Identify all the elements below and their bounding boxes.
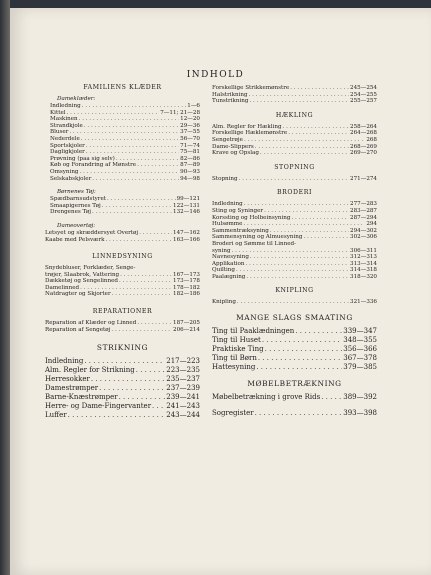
toc-list-strikning: [45, 357, 200, 420]
toc-entry-label: Kittel: [50, 109, 66, 116]
dot-leader: [119, 393, 166, 402]
section-title-strikning: STRIKNING: [96, 343, 149, 353]
toc-entry: [212, 248, 377, 255]
toc-entry-pages: 239—241: [166, 393, 200, 402]
dot-leader: [69, 129, 179, 136]
toc-entry-pages: 37—55: [180, 129, 200, 136]
toc-entry: [212, 137, 377, 144]
toc-entry: [212, 98, 377, 105]
dot-leader: [137, 162, 179, 169]
toc-entry: [45, 327, 200, 334]
toc-entry: [45, 291, 200, 298]
toc-entry-pages: 29—36: [180, 122, 200, 129]
toc-entry-label: trøjer, Slaabrok, Vattering: [45, 271, 120, 278]
section-title-mobelbetraekning: MØBELBETRÆKNING: [247, 379, 342, 389]
dot-leader: [91, 375, 165, 384]
toc-entry-pages: 306—311: [350, 247, 377, 254]
toc-list-haekling: [212, 124, 377, 157]
toc-entry-label: Krave og Opslag: [212, 150, 259, 157]
toc-entry-label: Maskinen: [50, 116, 78, 123]
dot-leader: [265, 345, 343, 354]
dot-leader: [283, 124, 350, 131]
toc-entry: [212, 144, 377, 151]
toc-entry: [45, 116, 200, 123]
section-title-haekling: HÆKLING: [275, 111, 314, 119]
toc-entry: [45, 136, 200, 143]
dot-leader: [92, 209, 172, 216]
toc-entry-label: Reparation af Sengetøj: [45, 326, 111, 333]
toc-entry-pages: 348—355: [343, 336, 377, 345]
toc-entry: [212, 234, 377, 241]
toc-entry-pages: 339—347: [343, 327, 377, 336]
toc-entry-pages: 75—81: [180, 149, 200, 156]
toc-entry-pages: 321—336: [350, 299, 377, 306]
toc-entry-label: Barne-Knæstrømper: [45, 393, 118, 402]
dot-leader: [102, 203, 172, 210]
dot-leader: [321, 393, 342, 402]
dot-leader: [250, 254, 349, 261]
dot-leader: [152, 402, 165, 411]
dot-leader: [80, 285, 172, 292]
toc-entry: [212, 409, 377, 418]
toc-entry-pages: 7—11; 21—28: [160, 109, 200, 116]
toc-entry-pages: 268: [366, 136, 377, 143]
toc-entry-pages: 258—264: [350, 123, 377, 130]
toc-entry-pages: 269—270: [350, 150, 377, 157]
toc-entry-pages: 56—70: [180, 135, 200, 142]
dot-leader: [258, 354, 342, 363]
toc-entry: [45, 110, 200, 117]
toc-entry: [212, 208, 377, 215]
toc-entry: [212, 354, 377, 363]
toc-entry-label: Tunstrikning: [212, 98, 249, 105]
dot-leader: [249, 92, 349, 99]
toc-entry-label: Knipling: [212, 299, 236, 306]
dot-leader: [139, 230, 172, 237]
dot-leader: [249, 98, 349, 105]
toc-list-linned: [45, 265, 200, 298]
toc-entry: [45, 384, 200, 393]
toc-entry-label: Navnesyning: [212, 254, 249, 261]
section-title-mange-slags: MANGE SLAGS SMAATING: [236, 313, 353, 323]
dot-leader: [264, 208, 349, 215]
toc-entry-label: Sammensyning og Almuesyning: [212, 234, 303, 241]
toc-entry-label: Sengetrøje: [212, 136, 243, 143]
subsection-title-born: Børnenes Tøj:: [57, 189, 96, 196]
toc-entry: [212, 221, 377, 228]
toc-entry-label: Luffer: [45, 411, 67, 420]
toc-entry: [45, 278, 200, 285]
toc-entry-label: Forskellige Strikkemønstre: [212, 85, 290, 91]
toc-entry-pages: 287—294: [350, 214, 377, 221]
toc-list-broderi: [212, 201, 377, 280]
dot-leader: [255, 409, 343, 418]
toc-entry-pages: 318—320: [350, 273, 377, 280]
dot-leader: [107, 196, 176, 203]
dot-leader: [255, 144, 349, 151]
toc-entry: [212, 299, 377, 306]
section-title-reparationer: REPARATIONER: [92, 308, 153, 316]
dot-leader: [81, 136, 179, 143]
toc-entry-label: Sogregister: [212, 409, 254, 418]
toc-entry-label: Sammentræksyning: [212, 227, 269, 234]
toc-entry-pages: 12—20: [180, 116, 200, 123]
toc-entry-pages: 379—385: [343, 363, 377, 372]
toc-list-stopning: [212, 176, 377, 183]
toc-entry-pages: 312—313: [350, 254, 377, 261]
toc-entry-label: Smaapigernes Tøj: [50, 202, 101, 209]
toc-entry: [45, 162, 200, 169]
toc-entry-pages: 1—6: [187, 103, 200, 109]
toc-entry: [212, 215, 377, 222]
dot-leader: [119, 278, 172, 285]
toc-entry-label: Selskabskjoler: [50, 175, 92, 182]
toc-entry-pages: 268—269: [350, 143, 377, 150]
dot-leader: [246, 274, 349, 281]
dot-leader: [112, 291, 172, 298]
toc-entry: [45, 156, 200, 163]
section-title-stopning: STOPNING: [274, 163, 315, 171]
toc-entry-pages: 254—255: [350, 91, 377, 98]
toc-entry: [45, 203, 200, 210]
dot-leader: [288, 130, 349, 137]
dot-leader: [79, 116, 180, 123]
toc-entry: [212, 267, 377, 274]
dot-leader: [256, 363, 342, 372]
toc-entry: [212, 345, 377, 354]
toc-entry-pages: 294—302: [350, 227, 377, 234]
dot-leader: [262, 336, 342, 345]
toc-entry-label: Praktiske Ting: [212, 345, 264, 354]
toc-entry: [45, 169, 200, 176]
toc-entry: [45, 143, 200, 150]
dot-leader: [116, 156, 179, 163]
toc-entry-pages: 187—205: [173, 320, 200, 327]
toc-entry-pages: 182—186: [173, 291, 200, 298]
toc-entry: [212, 393, 377, 402]
section-title-knipling: KNIPLING: [275, 287, 314, 295]
toc-list-knipling: [212, 299, 377, 306]
toc-entry-label: Alm. Regler for Hækling: [212, 123, 282, 130]
toc-entry-label: Dagligkjoler: [50, 149, 85, 156]
toc-entry-label: Alm. Regler for Strikning: [45, 366, 135, 375]
toc-entry-label: Sting og Syninger: [212, 207, 264, 214]
toc-entry: [45, 103, 200, 110]
toc-entry-label: Letsyet og skræddersyet Overtøj: [45, 229, 139, 236]
toc-entry-label: Dækketøj og Sengelinned: [45, 278, 118, 285]
dot-leader: [290, 85, 349, 92]
toc-entry-label: Drengenes Tøj: [50, 209, 91, 216]
dot-leader: [84, 123, 179, 130]
book-spine-shadow: [0, 0, 10, 575]
dot-leader: [232, 248, 349, 255]
dot-leader: [236, 267, 349, 274]
toc-entry-pages: 167—173: [173, 271, 200, 278]
toc-entry-label: Paalægning: [212, 273, 246, 280]
toc-entry-label: Herresokker: [45, 375, 90, 384]
toc-entry: [45, 402, 200, 411]
toc-entry-pages: 243—244: [166, 411, 200, 420]
dot-leader: [86, 149, 179, 156]
section-title-broderi: BRODERI: [276, 189, 313, 197]
toc-entry: [45, 393, 200, 402]
toc-entry-pages: 389—392: [343, 393, 377, 402]
dot-leader: [80, 169, 180, 176]
toc-entry-label: Indledning: [50, 103, 81, 109]
toc-entry: [45, 129, 200, 136]
toc-entry: [45, 265, 200, 272]
toc-entry-label: Køb og Forandring af Mønstre: [50, 162, 137, 169]
dot-leader: [260, 150, 349, 157]
toc-entry-pages: 356—366: [343, 345, 377, 354]
toc-list-reparationer: [45, 320, 200, 333]
toc-entry: [212, 130, 377, 137]
toc-entry: [45, 149, 200, 156]
subsection-title-dameovertoj: Dameovertøj:: [57, 222, 96, 229]
toc-entry-label: Stopning: [212, 175, 238, 182]
toc-entry-pages: 217—223: [166, 357, 200, 366]
toc-entry-label: Kaabe med Pelsværk: [45, 236, 105, 243]
section-title-familiens: FAMILIENS KLÆDER: [83, 84, 162, 91]
toc-entry: [212, 254, 377, 261]
dot-leader: [246, 261, 350, 268]
toc-entry-pages: 90—93: [180, 168, 200, 175]
toc-entry: [212, 336, 377, 345]
toc-entry-pages: 178—182: [173, 284, 200, 291]
toc-entry-pages: 235—237: [166, 375, 200, 384]
dot-leader: [68, 411, 166, 420]
toc-entry: [45, 285, 200, 292]
toc-entry: [212, 85, 377, 92]
toc-entry: [212, 150, 377, 157]
toc-entry-pages: 367—378: [343, 354, 377, 363]
dot-leader: [111, 327, 172, 334]
dot-leader: [67, 110, 160, 117]
toc-entry-pages: 294: [366, 221, 377, 228]
dot-leader: [303, 234, 349, 241]
toc-entry-label: Møbelbetrækning i grove Rids: [212, 393, 321, 402]
toc-entry: [45, 196, 200, 203]
toc-list-dameovertoj: [45, 230, 200, 243]
toc-entry: [212, 274, 377, 281]
toc-list-born: [45, 196, 200, 216]
toc-entry-label: Nederdele: [50, 135, 80, 142]
toc-entry: [45, 230, 200, 237]
toc-entry-pages: 99—121: [176, 196, 200, 203]
toc-entry: [212, 92, 377, 99]
toc-entry-label: Hulsømme: [212, 221, 243, 228]
toc-entry-pages: 71—74: [180, 142, 200, 149]
dot-leader: [237, 299, 349, 306]
dot-leader: [82, 103, 187, 110]
toc-entry-pages: 163—166: [173, 236, 200, 243]
toc-entry: [212, 124, 377, 131]
toc-entry-label: Damestrømper: [45, 384, 99, 393]
toc-entry: [212, 241, 377, 248]
toc-entry-label: Natdragter og Skjorter: [45, 291, 111, 298]
toc-entry-label: Indledning: [45, 357, 84, 366]
toc-entry-pages: 122—131: [173, 202, 200, 209]
toc-entry: [45, 237, 200, 244]
toc-list-strik-cont: [212, 85, 377, 105]
table-background: [0, 0, 431, 8]
toc-entry-label: Applikation: [212, 260, 245, 267]
toc-entry-pages: 241—243: [166, 402, 200, 411]
section-title-linned: LINNEDSYNING: [92, 253, 153, 261]
dot-leader: [92, 176, 179, 183]
toc-left-column: [45, 84, 200, 420]
toc-entry-label: Omsyning: [50, 168, 79, 175]
toc-entry-pages: 277—283: [350, 201, 377, 208]
dot-leader: [137, 320, 172, 327]
dot-leader: [244, 137, 365, 144]
toc-entry-pages: 132—146: [173, 209, 200, 216]
toc-entry-pages: 255—257: [350, 98, 377, 105]
toc-entry-label: Ting til Børn: [212, 354, 257, 363]
toc-entry-pages: 271—274: [350, 175, 377, 182]
toc-entry-pages: 173—178: [173, 278, 200, 285]
toc-list-mobelbetraekning: [212, 393, 377, 402]
toc-entry-pages: 147—162: [173, 229, 200, 236]
toc-entry: [212, 327, 377, 336]
toc-entry-label: Halstrikning: [212, 91, 248, 98]
toc-entry-pages: 94—98: [180, 175, 200, 182]
dot-leader: [120, 272, 172, 279]
toc-entry: [45, 123, 200, 130]
toc-entry-label: Indledning: [212, 201, 243, 208]
toc-entry-label: Quilting: [212, 267, 235, 274]
toc-entry-label: Herre- og Dame-Fingervanter: [45, 402, 152, 411]
toc-entry-label: Forskellige Hæklemønstre: [212, 130, 288, 137]
subsection-title-dame: Dameklæder:: [57, 96, 96, 102]
toc-entry-pages: 87—89: [180, 162, 200, 169]
toc-entry: [212, 363, 377, 372]
toc-entry-label: Reparation af Klæder og Linned: [45, 320, 137, 327]
dot-leader: [105, 237, 172, 244]
toc-entry-pages: 314—318: [350, 267, 377, 274]
toc-entry-pages: 283—287: [350, 207, 377, 214]
toc-entry-label: Hattesyning: [212, 363, 256, 372]
toc-entry-pages: 264—268: [350, 130, 377, 137]
page-title: INDHOLD: [186, 70, 245, 80]
toc-entry-label: Damelinned: [45, 284, 80, 291]
dot-leader: [239, 176, 349, 183]
toc-entry: [212, 228, 377, 235]
toc-entry-label: Dame-Slippers: [212, 143, 254, 150]
toc-entry-label: syning: [212, 247, 231, 254]
toc-list-dame: [45, 103, 200, 182]
toc-entry-label: Broderi og Sømme til Linned-: [212, 240, 297, 247]
dot-leader: [244, 201, 349, 208]
toc-entry-label: Ting til Huset: [212, 336, 261, 345]
toc-entry: [212, 201, 377, 208]
toc-list-mange-slags: [212, 327, 377, 372]
toc-entry: [45, 272, 200, 279]
dot-leader: [243, 221, 365, 228]
dot-leader: [291, 215, 349, 222]
toc-entry-label: Strandkjole: [50, 122, 83, 129]
toc-entry-label: Spædbarnsudstyret: [50, 196, 107, 203]
dot-leader: [86, 143, 179, 150]
toc-entry: [45, 320, 200, 327]
toc-entry: [45, 366, 200, 375]
toc-entry-pages: 206—214: [173, 326, 200, 333]
toc-entry-label: Prøvning (paa sig selv): [50, 155, 115, 162]
toc-entry-pages: 302—306: [350, 234, 377, 241]
dot-leader: [99, 384, 165, 393]
toc-entry-pages: 82—86: [180, 155, 200, 162]
toc-entry-pages: 245—254: [350, 85, 377, 91]
toc-entry: [45, 209, 200, 216]
dot-leader: [136, 366, 165, 375]
toc-list-register: [212, 409, 377, 418]
dot-leader: [270, 228, 349, 235]
toc-entry-label: Snydebluser, Forklæder, Senge-: [45, 265, 136, 272]
toc-entry-label: Ting til Paaklædningen: [212, 327, 295, 336]
toc-right-column: [212, 85, 377, 418]
toc-entry: [45, 176, 200, 183]
dot-leader: [84, 357, 165, 366]
toc-entry-pages: 237—239: [166, 384, 200, 393]
toc-entry-label: Korssting og Holbeinsyning: [212, 214, 291, 221]
toc-entry: [45, 375, 200, 384]
toc-entry-label: Sportskjoler: [50, 142, 85, 149]
toc-entry: [212, 176, 377, 183]
toc-entry: [45, 411, 200, 420]
toc-entry-pages: 393—398: [343, 409, 377, 418]
toc-entry-pages: 223—235: [166, 366, 200, 375]
toc-entry: [45, 357, 200, 366]
dot-leader: [295, 327, 342, 336]
toc-entry: [212, 261, 377, 268]
toc-entry-label: Bluser: [50, 129, 69, 136]
toc-entry-pages: 313—314: [350, 260, 377, 267]
